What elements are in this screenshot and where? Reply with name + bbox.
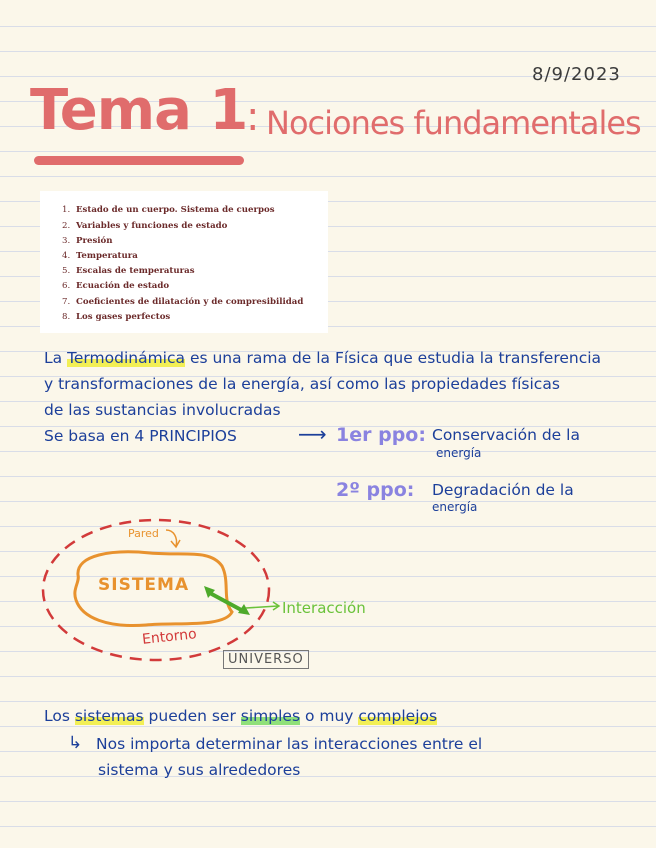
return-arrow-icon: ↳ (68, 733, 83, 753)
index-item: 8. Los gases perfectos (62, 312, 171, 322)
index-item: 6. Ecuación de estado (62, 281, 170, 291)
principle-1-text-2: energía (436, 446, 482, 460)
interaction-pointer (246, 602, 279, 610)
title-colon: : (246, 94, 260, 140)
highlight-simples: simples (240, 707, 301, 725)
note-line-3: de las sustancias involucradas (44, 401, 281, 419)
bottom-line-3: sistema y sus alrededores (98, 761, 301, 779)
note-line-2: y transformaciones de la energía, así como las propiedades físicas (44, 375, 560, 393)
index-item: 2. Variables y funciones de estado (62, 221, 228, 231)
page-title: Tema 1 (30, 78, 248, 143)
bottom-line-2: Nos importa determinar las interacciones entre el (96, 735, 483, 753)
page-subtitle: Nociones fundamentales (266, 104, 641, 142)
sistema-label: SISTEMA (98, 575, 190, 595)
index-item: 1. Estado de un cuerpo. Sistema de cuerpos (62, 205, 275, 215)
principle-1-label: 1er ppo: (336, 424, 426, 446)
principle-2-text: Degradación de la (432, 481, 574, 499)
principle-2-text-2: energía (432, 500, 478, 514)
pared-arrow (166, 530, 180, 547)
index-item: 7. Coeficientes de dilatación y de compresibilidad (62, 297, 304, 307)
bottom-line-1: Los sistemas pueden ser simples o muy complejos (44, 707, 438, 725)
index-item: 5. Escalas de temperaturas (62, 266, 195, 276)
principle-1-text: Conservación de la (432, 426, 580, 444)
highlight-complejos: complejos (358, 707, 438, 725)
index-item: 3. Presión (62, 236, 113, 246)
note-line-1: La Termodinámica es una rama de la Física que estudia la transferencia (44, 349, 602, 367)
highlight-termodinamica: Termodinámica (67, 349, 186, 367)
arrow-right-icon: ⟶ (298, 422, 327, 446)
entorno-label: Entorno (141, 626, 198, 648)
highlight-sistemas: sistemas (74, 707, 144, 725)
interaccion-label: Interacción (282, 599, 366, 617)
date: 8/9/2023 (532, 64, 621, 85)
pared-label: Pared (128, 527, 159, 540)
universo-label: UNIVERSO (223, 650, 309, 669)
index-item: 4. Temperatura (62, 251, 138, 261)
principle-2-label: 2º ppo: (336, 479, 415, 501)
note-line-4: Se basa en 4 PRINCIPIOS (44, 427, 237, 445)
